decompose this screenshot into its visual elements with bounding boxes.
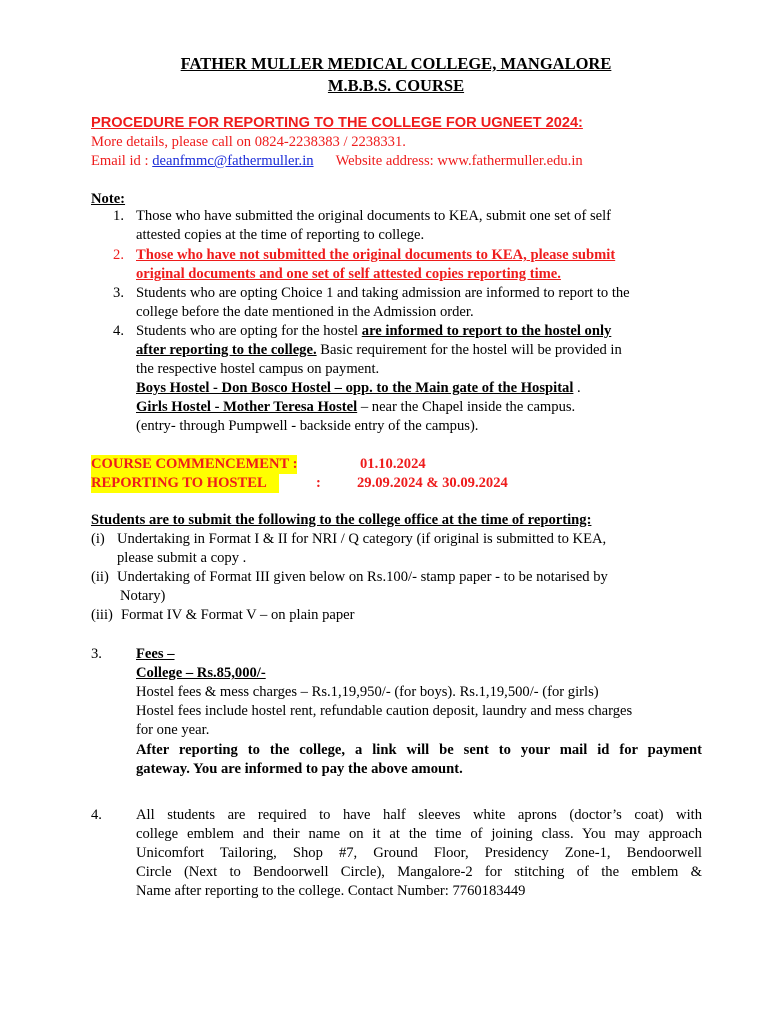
boys-hostel-line: [136, 379, 581, 398]
contact-details: More details, please call on 0824-2238383 / 2238331.: [91, 134, 406, 150]
aprons-number: 4.: [91, 807, 102, 823]
note-item-number: 3.: [113, 285, 124, 301]
hostel-fees: Hostel fees & mess charges – Rs.1,19,950/- (for boys). Rs.1,19,500/- (for girls): [136, 684, 599, 700]
hostel-entry-note: (entry- through Pumpwell - backside entry of the campus).: [136, 418, 479, 434]
payment-link-line-2: gateway. You are informed to pay the above amount.: [136, 761, 463, 777]
note-item-4-line-3: the respective hostel campus on payment.: [136, 361, 380, 377]
submit-item-3-line-1: Format IV & Format V – on plain paper: [121, 607, 355, 623]
submit-item-1-line-2: please submit a copy .: [117, 550, 247, 566]
note-item-3-line-1: Students who are opting Choice 1 and taking admission are informed to report to the: [136, 285, 630, 301]
email-label: Email id :: [91, 153, 153, 169]
website-address: Website address: www.fathermuller.edu.in: [335, 153, 583, 169]
note-item-4-line-1: [136, 322, 611, 341]
email-line: [91, 152, 583, 171]
reporting-colon: :: [316, 475, 321, 491]
reporting-to-hostel-label: REPORTING TO HOSTEL: [91, 474, 279, 493]
note-item-number: 4.: [113, 323, 124, 339]
submit-item-number: (ii): [91, 569, 109, 585]
college-title: FATHER MULLER MEDICAL COLLEGE, MANGALORE: [180, 54, 612, 73]
aprons-line-2: college emblem and their name on it at the time of joining class. You may approach: [136, 826, 702, 842]
course-title: [0, 76, 768, 95]
submit-item-1-line-1: Undertaking in Format I & II for NRI / Q category (if original is submitted to KEA,: [117, 531, 607, 547]
hostel-fees-includes-line-1: Hostel fees include hostel rent, refundable caution deposit, laundry and mess charges: [136, 703, 633, 719]
note-item-number: 2.: [113, 247, 124, 263]
note-item-4-emphasis: are informed to report to the hostel only: [361, 323, 612, 339]
submit-item-number: (iii): [91, 607, 113, 623]
fees-number: 3.: [91, 646, 102, 662]
payment-link-line-1: After reporting to the college, a link will be sent to your mail id for payment: [136, 742, 702, 758]
girls-hostel: Girls Hostel - Mother Teresa Hostel: [136, 399, 358, 415]
note-label: Note:: [91, 191, 126, 207]
girls-hostel-line: [136, 398, 575, 417]
note-item-1-line-1: Those who have submitted the original documents to KEA, submit one set of self: [136, 208, 612, 224]
note-item-2-line-2: original documents and one set of self attested copies reporting time.: [136, 266, 561, 282]
note-item-4-emphasis: after reporting to the college.: [136, 342, 317, 358]
girls-hostel-location: – near the Chapel inside the campus.: [357, 399, 576, 415]
aprons-line-4: Circle (Next to Bendoorwell Circle), Mangalore-2 for stitching of the emblem &: [136, 864, 702, 880]
submit-item-2-line-1: Undertaking of Format III given below on Rs.100/- stamp paper - to be notarised by: [117, 569, 608, 585]
note-item-4-text: Basic requirement for the hostel will be provided in: [316, 342, 622, 358]
submit-item-number: (i): [91, 531, 105, 547]
note-item-4-text: Students who are opting for the hostel: [136, 323, 362, 339]
note-item-1-line-2: attested copies at the time of reporting to college.: [136, 227, 425, 243]
aprons-line-1: All students are required to have half sleeves white aprons (doctor’s coat) with: [136, 807, 702, 823]
note-item-2-line-1: Those who have not submitted the original documents to KEA, please submit: [136, 247, 616, 263]
fees-heading: Fees –: [136, 646, 175, 662]
boys-hostel: Boys Hostel - Don Bosco Hostel – opp. to the Main gate of the Hospital: [136, 380, 574, 396]
note-item-4-line-2: [136, 341, 622, 360]
hostel-fees-includes-line-2: for one year.: [136, 722, 210, 738]
course-commencement-label: COURSE COMMENCEMENT :: [91, 455, 297, 474]
reporting-to-hostel-dates: 29.09.2024 & 30.09.2024: [357, 475, 508, 491]
aprons-line-3: Unicomfort Tailoring, Shop #7, Ground Floor, Presidency Zone-1, Bendoorwell: [136, 845, 702, 861]
note-item-3-line-2: college before the date mentioned in the Admission order.: [136, 304, 474, 320]
aprons-line-5: Name after reporting to the college. Contact Number: 7760183449: [136, 883, 526, 899]
course-commencement-date: 01.10.2024: [360, 456, 426, 472]
email-link[interactable]: deanfmmc@fathermuller.in: [152, 153, 314, 169]
note-item-number: 1.: [113, 208, 124, 224]
submit-item-2-line-2: Notary): [120, 588, 166, 604]
course-title-text: M.B.B.S. COURSE: [327, 76, 465, 95]
submit-heading: Students are to submit the following to the college office at the time of reporting:: [91, 512, 592, 528]
procedure-heading: PROCEDURE FOR REPORTING TO THE COLLEGE FOR UGNEET 2024:: [91, 115, 583, 131]
boys-hostel-end: .: [573, 380, 581, 396]
college-fees: College – Rs.85,000/-: [136, 665, 266, 681]
